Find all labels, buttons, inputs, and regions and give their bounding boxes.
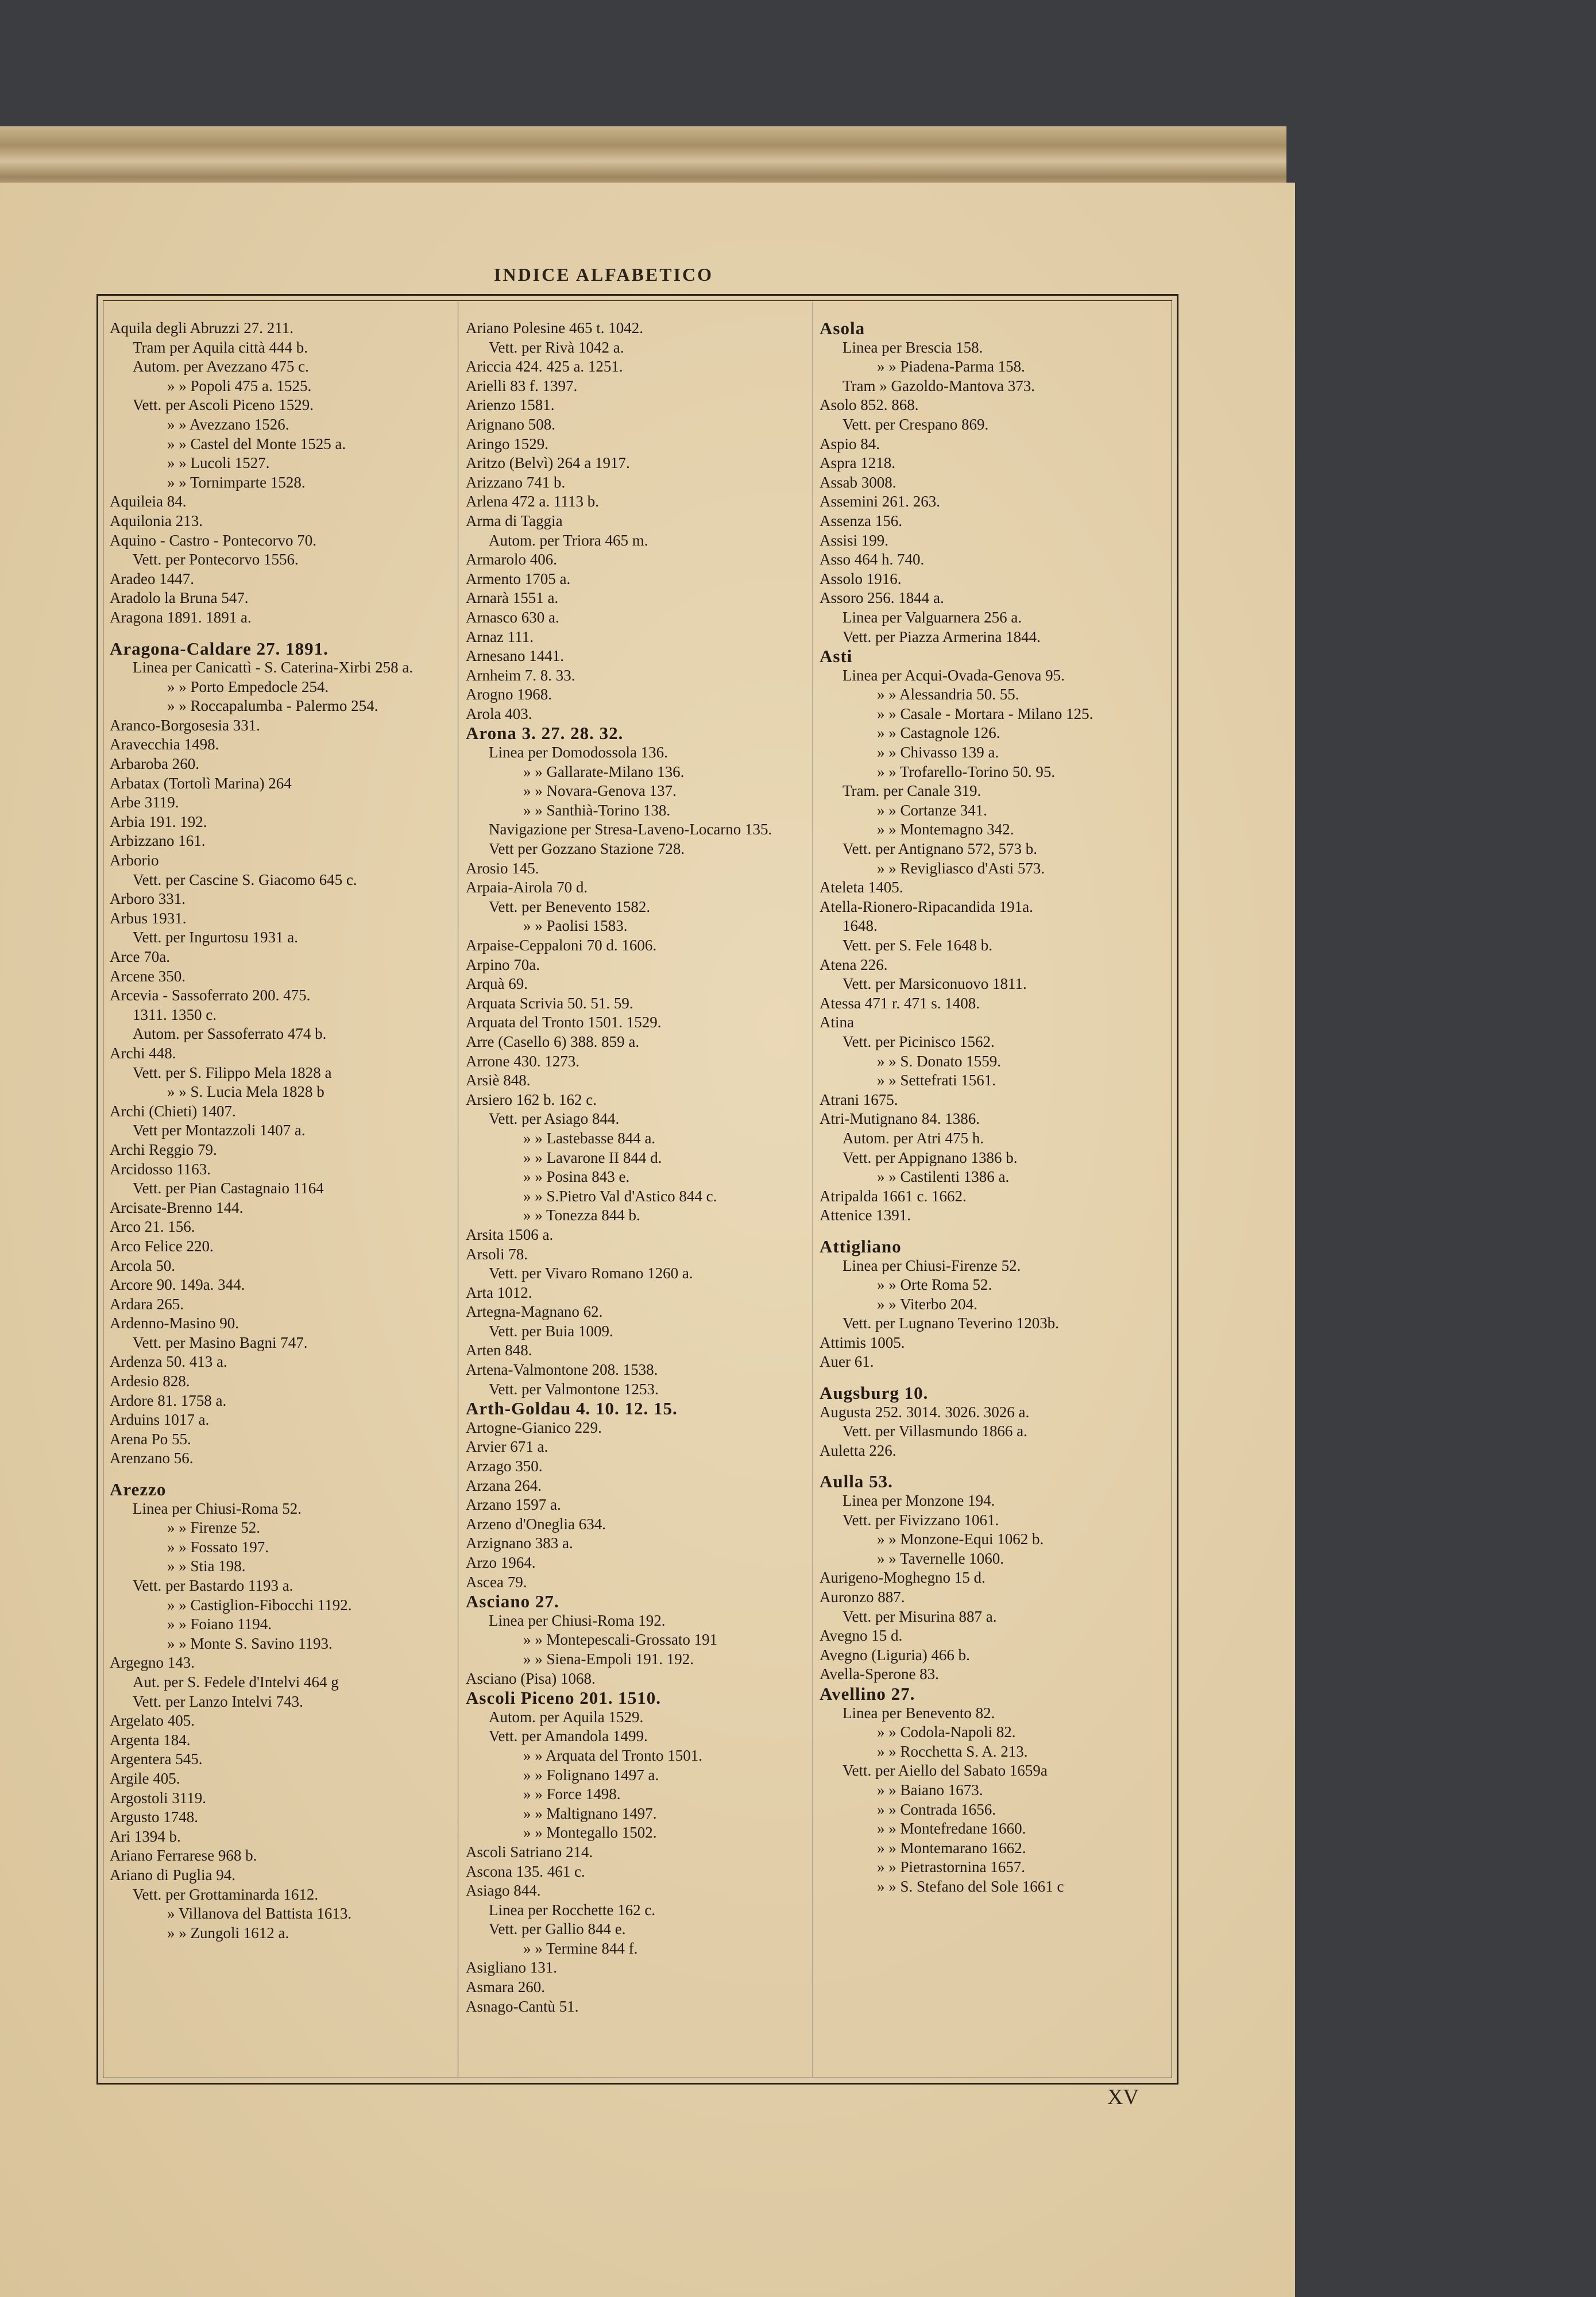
index-entry: Arlena 472 a. 1113 b. bbox=[466, 493, 599, 511]
index-entry: Aradeo 1447. bbox=[110, 570, 194, 587]
index-entry: Arduins 1017 a. bbox=[110, 1411, 210, 1429]
index-entry: Assemini 261. 263. bbox=[820, 493, 941, 511]
index-entry: Arcidosso 1163. bbox=[110, 1160, 211, 1178]
index-entry: Arsoli 78. bbox=[466, 1245, 528, 1263]
index-entry: » » Maltignano 1497. bbox=[523, 1804, 657, 1822]
book-edge bbox=[0, 126, 1286, 190]
index-entry: Arzago 350. bbox=[466, 1457, 543, 1475]
index-entry: Tram » Gazoldo-Mantova 373. bbox=[843, 377, 1035, 395]
index-entry: Attimis 1005. bbox=[820, 1333, 905, 1351]
index-entry: Arcola 50. bbox=[110, 1256, 175, 1274]
index-entry: Arboro 331. bbox=[110, 890, 186, 908]
index-entry: Vett. per Piazza Armerina 1844. bbox=[843, 628, 1041, 645]
index-entry: » » Force 1498. bbox=[523, 1785, 621, 1803]
index-entry: Navigazione per Stresa-Laveno-Locarno 135. bbox=[489, 821, 772, 838]
index-entry: Vett. per Fivizzano 1061. bbox=[843, 1511, 999, 1529]
index-entry: » » Monte S. Savino 1193. bbox=[167, 1634, 333, 1652]
index-entry: Artena-Valmontone 208. 1538. bbox=[466, 1361, 658, 1379]
index-entry: Assolo 1916. bbox=[820, 570, 902, 587]
index-entry: » » Montemagno 342. bbox=[877, 821, 1014, 838]
index-entry: Aquileia 84. bbox=[110, 493, 187, 511]
index-entry: Vett. per Misurina 887 a. bbox=[843, 1607, 997, 1625]
index-entry: Arosio 145. bbox=[466, 859, 539, 877]
index-entry: Arogno 1968. bbox=[466, 686, 552, 703]
index-entry: Vett. per Asiago 844. bbox=[489, 1110, 620, 1128]
index-entry: Asmara 260. bbox=[466, 1978, 545, 1996]
index-entry: » » S.Pietro Val d'Astico 844 c. bbox=[523, 1187, 717, 1205]
index-entry: Atrani 1675. bbox=[820, 1091, 898, 1108]
index-entry: Atri-Mutignano 84. 1386. bbox=[820, 1110, 980, 1128]
index-entry: Ascea 79. bbox=[466, 1573, 527, 1591]
index-entry: Arrone 430. 1273. bbox=[466, 1052, 579, 1070]
index-entry: Armarolo 406. bbox=[466, 551, 557, 569]
index-entry: Arzano 1597 a. bbox=[466, 1496, 561, 1514]
index-entry: Ascona 135. 461 c. bbox=[466, 1862, 585, 1880]
index-entry: Asola bbox=[820, 319, 865, 338]
index-entry: Vett. per S. Filippo Mela 1828 a bbox=[133, 1064, 332, 1081]
index-entry: Arre (Casello 6) 388. 859 a. bbox=[466, 1033, 640, 1050]
index-entry: » » Lucoli 1527. bbox=[167, 454, 270, 472]
page-number: XV bbox=[1107, 2085, 1139, 2109]
index-entry: » » Baiano 1673. bbox=[877, 1781, 983, 1799]
index-column-3 bbox=[820, 319, 1164, 2071]
index-entry: Augsburg 10. bbox=[820, 1383, 929, 1403]
index-entry: Archi 448. bbox=[110, 1044, 176, 1062]
index-entry: Arcore 90. 149a. 344. bbox=[110, 1276, 245, 1294]
index-entry: Ardara 265. bbox=[110, 1295, 184, 1313]
index-entry: Arbizzano 161. bbox=[110, 832, 206, 850]
index-entry: Vett. per Picinisco 1562. bbox=[843, 1033, 995, 1050]
index-entry: Arzeno d'Oneglia 634. bbox=[466, 1515, 606, 1533]
index-entry: Arcene 350. bbox=[110, 967, 186, 985]
index-entry: Asso 464 h. 740. bbox=[820, 551, 925, 569]
index-frame bbox=[96, 294, 1178, 2085]
index-entry: Arizzano 741 b. bbox=[466, 473, 566, 491]
index-entry: » » Viterbo 204. bbox=[877, 1295, 977, 1313]
index-entry: Vett. per Benevento 1582. bbox=[489, 898, 651, 915]
index-entry: » » Piadena-Parma 158. bbox=[877, 358, 1025, 376]
index-entry: Vett. per Crespano 869. bbox=[843, 415, 989, 433]
index-entry: Avellino 27. bbox=[820, 1683, 915, 1704]
index-entry: Arquà 69. bbox=[466, 975, 528, 993]
index-entry: Assisi 199. bbox=[820, 531, 889, 549]
index-entry: Arignano 508. bbox=[466, 415, 555, 433]
index-entry: » » Revigliasco d'Asti 573. bbox=[877, 859, 1045, 877]
index-entry: Vett. per Vivaro Romano 1260 a. bbox=[489, 1264, 693, 1282]
index-entry: Arienzo 1581. bbox=[466, 396, 555, 414]
index-entry: Ascoli Piceno 201. 1510. bbox=[466, 1688, 661, 1708]
index-entry: Ardenno-Masino 90. bbox=[110, 1314, 239, 1332]
index-entry: » » Monzone-Equi 1062 b. bbox=[877, 1530, 1044, 1548]
index-entry: » » Chivasso 139 a. bbox=[877, 744, 999, 761]
index-entry: » Villanova del Battista 1613. bbox=[167, 1905, 352, 1923]
index-entry: Avella-Sperone 83. bbox=[820, 1665, 939, 1683]
index-entry: Ari 1394 b. bbox=[110, 1827, 181, 1845]
index-entry: Asti bbox=[820, 646, 853, 667]
index-entry: Arezzo bbox=[110, 1479, 167, 1500]
index-entry: » » S. Donato 1559. bbox=[877, 1052, 1001, 1070]
index-entry: Artegna-Magnano 62. bbox=[466, 1303, 603, 1321]
index-entry: Vett. per Masino Bagni 747. bbox=[133, 1333, 308, 1351]
index-entry: » » Castilenti 1386 a. bbox=[877, 1168, 1010, 1186]
index-entry: Auletta 226. bbox=[820, 1441, 896, 1459]
index-entry: » » S. Lucia Mela 1828 b bbox=[167, 1083, 324, 1101]
index-entry: Autom. per Avezzano 475 c. bbox=[133, 358, 309, 376]
index-entry: Arpaise-Ceppaloni 70 d. 1606. bbox=[466, 937, 657, 954]
index-entry: Vett. per Amandola 1499. bbox=[489, 1727, 648, 1745]
index-entry: Augusta 252. 3014. 3026. 3026 a. bbox=[820, 1403, 1030, 1421]
index-entry: » » Castagnole 126. bbox=[877, 724, 1000, 742]
index-entry: Linea per Valguarnera 256 a. bbox=[843, 608, 1022, 626]
index-entry: Aragona 1891. 1891 a. bbox=[110, 608, 252, 626]
index-entry: Arquata Scrivia 50. 51. 59. bbox=[466, 994, 633, 1012]
index-entry: Vett. per Rivà 1042 a. bbox=[489, 338, 624, 356]
index-entry: » » Pietrastornina 1657. bbox=[877, 1858, 1025, 1876]
index-column-1 bbox=[110, 319, 449, 2071]
index-entry: Arona 3. 27. 28. 32. bbox=[466, 723, 624, 744]
index-entry: » » Tavernelle 1060. bbox=[877, 1549, 1004, 1567]
index-entry: Arzignano 383 a. bbox=[466, 1534, 573, 1552]
index-entry: Asciano (Pisa) 1068. bbox=[466, 1669, 596, 1687]
index-entry: » » Zungoli 1612 a. bbox=[167, 1924, 289, 1942]
index-entry: » » Siena-Empoli 191. 192. bbox=[523, 1650, 694, 1668]
index-entry: Ardenza 50. 413 a. bbox=[110, 1353, 227, 1371]
index-entry: Linea per Brescia 158. bbox=[843, 338, 983, 356]
index-entry: Arta 1012. bbox=[466, 1283, 532, 1301]
index-entry: Aravecchia 1498. bbox=[110, 736, 219, 753]
index-entry: » » Lavarone II 844 d. bbox=[523, 1148, 662, 1166]
index-entry: 1648. bbox=[843, 917, 878, 935]
index-entry: » » Novara-Genova 137. bbox=[523, 782, 677, 800]
index-entry: Arsiè 848. bbox=[466, 1072, 531, 1089]
index-entry: Vett per Montazzoli 1407 a. bbox=[133, 1122, 306, 1139]
index-entry: Vett. per Cascine S. Giacomo 645 c. bbox=[133, 871, 357, 888]
index-entry: Assenza 156. bbox=[820, 512, 902, 529]
index-entry: Vett. per Marsiconuovo 1811. bbox=[843, 975, 1027, 993]
page-header: INDICE ALFABETICO bbox=[494, 264, 714, 285]
index-entry: Vett. per Lanzo Intelvi 743. bbox=[133, 1692, 303, 1710]
index-entry: Arola 403. bbox=[466, 705, 532, 722]
index-entry: Archi Reggio 79. bbox=[110, 1140, 217, 1158]
index-entry: Vett. per Lugnano Teverino 1203b. bbox=[843, 1314, 1060, 1332]
index-entry: » » Trofarello-Torino 50. 95. bbox=[877, 763, 1056, 780]
index-entry: » » Lastebasse 844 a. bbox=[523, 1129, 656, 1147]
index-entry: Arbus 1931. bbox=[110, 909, 187, 927]
index-entry: Ardesio 828. bbox=[110, 1372, 190, 1390]
index-entry: Argile 405. bbox=[110, 1769, 180, 1787]
index-entry: Arpino 70a. bbox=[466, 956, 540, 973]
index-entry: Auer 61. bbox=[820, 1353, 874, 1371]
index-entry: Atella-Rionero-Ripacandida 191a. bbox=[820, 898, 1033, 915]
index-entry: Arquata del Tronto 1501. 1529. bbox=[466, 1014, 662, 1031]
index-entry: Arnaz 111. bbox=[466, 628, 534, 645]
index-entry: Aquila degli Abruzzi 27. 211. bbox=[110, 319, 293, 337]
index-entry: Vett. per Pian Castagnaio 1164 bbox=[133, 1180, 324, 1197]
index-entry: » » Tonezza 844 b. bbox=[523, 1206, 640, 1224]
index-entry: Asnago-Cantù 51. bbox=[466, 1997, 579, 2015]
index-entry: Arenzano 56. bbox=[110, 1449, 194, 1467]
index-entry: Tram. per Canale 319. bbox=[843, 782, 981, 800]
index-entry: Linea per Benevento 82. bbox=[843, 1704, 995, 1722]
index-entry: Autom. per Triora 465 m. bbox=[489, 531, 648, 549]
index-entry: Argusto 1748. bbox=[110, 1808, 199, 1826]
index-entry: Arnesano 1441. bbox=[466, 647, 564, 665]
index-entry: Ardore 81. 1758 a. bbox=[110, 1391, 227, 1409]
index-entry: Aringo 1529. bbox=[466, 435, 548, 453]
index-entry: Asolo 852. 868. bbox=[820, 396, 919, 414]
index-entry: » » Foiano 1194. bbox=[167, 1615, 272, 1633]
index-entry: » » Casale - Mortara - Milano 125. bbox=[877, 705, 1093, 722]
index-entry: Attenice 1391. bbox=[820, 1206, 911, 1224]
index-entry: » » Santhià-Torino 138. bbox=[523, 801, 671, 819]
index-entry: Linea per Chiusi-Roma 52. bbox=[133, 1499, 302, 1517]
index-entry: » » Cortanze 341. bbox=[877, 801, 987, 819]
index-entry: Linea per Rocchette 162 c. bbox=[489, 1901, 656, 1919]
index-entry: » » Termine 844 f. bbox=[523, 1939, 638, 1957]
index-entry: » » Posina 843 e. bbox=[523, 1168, 630, 1186]
index-entry: Argenta 184. bbox=[110, 1731, 191, 1749]
index-entry: 1311. 1350 c. bbox=[133, 1006, 217, 1023]
index-entry: Ariccia 424. 425 a. 1251. bbox=[466, 358, 623, 376]
index-entry: Argentera 545. bbox=[110, 1750, 203, 1768]
index-entry: Arielli 83 f. 1397. bbox=[466, 377, 578, 395]
index-entry: Vett. per Antignano 572, 573 b. bbox=[843, 840, 1037, 858]
index-entry: Vett. per Pontecorvo 1556. bbox=[133, 551, 299, 569]
index-entry: Aspio 84. bbox=[820, 435, 880, 453]
index-entry: » » Avezzano 1526. bbox=[167, 415, 289, 433]
index-entry: » » Alessandria 50. 55. bbox=[877, 686, 1019, 703]
index-entry: » » Tornimparte 1528. bbox=[167, 473, 306, 491]
index-entry: Ateleta 1405. bbox=[820, 879, 903, 896]
index-entry: Arco 21. 156. bbox=[110, 1218, 195, 1236]
index-entry: Aurigeno-Moghegno 15 d. bbox=[820, 1569, 986, 1587]
index-entry: Linea per Domodossola 136. bbox=[489, 744, 668, 761]
index-entry: Vett per Gozzano Stazione 728. bbox=[489, 840, 685, 858]
index-entry: Arzana 264. bbox=[466, 1476, 542, 1494]
index-column-2 bbox=[466, 319, 810, 2071]
index-entry: » » Folignano 1497 a. bbox=[523, 1766, 659, 1784]
index-entry: Artogne-Gianico 229. bbox=[466, 1418, 602, 1436]
index-entry: » » Stia 198. bbox=[167, 1557, 246, 1575]
index-entry: Auronzo 887. bbox=[820, 1588, 905, 1606]
index-entry: Arce 70a. bbox=[110, 948, 170, 965]
index-entry: » » Arquata del Tronto 1501. bbox=[523, 1746, 703, 1764]
index-entry: Vett. per Grottaminarda 1612. bbox=[133, 1885, 319, 1903]
index-entry: » » Montemarano 1662. bbox=[877, 1839, 1026, 1857]
index-entry: » » Paolisi 1583. bbox=[523, 917, 628, 935]
index-entry: Archi (Chieti) 1407. bbox=[110, 1102, 236, 1120]
index-entry: Ariano Polesine 465 t. 1042. bbox=[466, 319, 643, 337]
index-entry: Vett. per S. Fele 1648 b. bbox=[843, 937, 992, 954]
index-entry: » » Popoli 475 a. 1525. bbox=[167, 377, 312, 395]
index-entry: Arvier 671 a. bbox=[466, 1438, 548, 1456]
index-entry: Vett. per Buia 1009. bbox=[489, 1322, 613, 1340]
index-entry: Arbia 191. 192. bbox=[110, 813, 207, 830]
index-entry: Arbe 3119. bbox=[110, 794, 179, 811]
index-entry: » » Roccapalumba - Palermo 254. bbox=[167, 697, 378, 715]
index-entry: Linea per Chiusi-Roma 192. bbox=[489, 1611, 666, 1629]
index-entry: Avegno 15 d. bbox=[820, 1627, 903, 1645]
index-entry: » » Codola-Napoli 82. bbox=[877, 1723, 1016, 1741]
index-entry: Aranco-Borgosesia 331. bbox=[110, 716, 260, 734]
index-entry: » » Fossato 197. bbox=[167, 1538, 269, 1556]
index-entry: Vett. per Valmontone 1253. bbox=[489, 1380, 659, 1398]
index-entry: » » Gallarate-Milano 136. bbox=[523, 763, 685, 780]
index-entry: Vett. per Ingurtosu 1931 a. bbox=[133, 929, 298, 946]
index-entry: Atessa 471 r. 471 s. 1408. bbox=[820, 994, 980, 1012]
index-entry: Arsita 1506 a. bbox=[466, 1225, 554, 1243]
index-entry: Arcevia - Sassoferrato 200. 475. bbox=[110, 987, 311, 1004]
index-entry: Arma di Taggia bbox=[466, 512, 563, 529]
index-entry: » » Castiglion-Fibocchi 1192. bbox=[167, 1596, 352, 1614]
index-entry: Ascoli Satriano 214. bbox=[466, 1843, 593, 1861]
index-entry: Vett. per Bastardo 1193 a. bbox=[133, 1577, 293, 1594]
index-entry: Arten 848. bbox=[466, 1341, 532, 1359]
index-entry: » » Porto Empedocle 254. bbox=[167, 678, 329, 695]
index-entry: Autom. per Atri 475 h. bbox=[843, 1129, 984, 1147]
index-entry: Asigliano 131. bbox=[466, 1959, 557, 1977]
index-entry: » » Orte Roma 52. bbox=[877, 1276, 992, 1294]
index-entry: Aradolo la Bruna 547. bbox=[110, 589, 249, 607]
index-entry: Aulla 53. bbox=[820, 1471, 893, 1492]
index-entry: Aquino - Castro - Pontecorvo 70. bbox=[110, 531, 316, 549]
index-entry: Armento 1705 a. bbox=[466, 570, 571, 587]
index-entry: Autom. per Aquila 1529. bbox=[489, 1708, 644, 1726]
index-entry: Vett. per Ascoli Piceno 1529. bbox=[133, 396, 314, 414]
index-entry: Arbaroba 260. bbox=[110, 755, 199, 773]
index-entry: Linea per Canicattì - S. Caterina-Xirbi 258 a. bbox=[133, 659, 414, 676]
index-entry: » » Firenze 52. bbox=[167, 1519, 260, 1537]
index-entry: Atena 226. bbox=[820, 956, 888, 973]
index-entry: Arnarà 1551 a. bbox=[466, 589, 559, 607]
index-entry: Argelato 405. bbox=[110, 1712, 195, 1730]
index-entry: » » Montegallo 1502. bbox=[523, 1824, 657, 1842]
index-entry: Tram per Aquila città 444 b. bbox=[133, 338, 308, 356]
index-entry: Vett. per Gallio 844 e. bbox=[489, 1920, 626, 1938]
index-entry: Arcisate-Brenno 144. bbox=[110, 1198, 244, 1216]
index-entry: Aspra 1218. bbox=[820, 454, 895, 472]
index-entry: » » Rocchetta S. A. 213. bbox=[877, 1742, 1028, 1760]
index-entry: Argostoli 3119. bbox=[110, 1789, 207, 1807]
index-entry: Attigliano bbox=[820, 1236, 902, 1256]
index-entry: Aritzo (Belvì) 264 a 1917. bbox=[466, 454, 630, 472]
index-entry: Aragona-Caldare 27. 1891. bbox=[110, 638, 329, 659]
index-entry: Linea per Chiusi-Firenze 52. bbox=[843, 1256, 1021, 1274]
index-entry: Argegno 143. bbox=[110, 1654, 195, 1672]
index-entry: » » Castel del Monte 1525 a. bbox=[167, 435, 346, 453]
index-entry: Arco Felice 220. bbox=[110, 1237, 214, 1255]
index-entry: Arnheim 7. 8. 33. bbox=[466, 666, 575, 684]
index-entry: Atina bbox=[820, 1014, 854, 1031]
index-entry: Ariano di Puglia 94. bbox=[110, 1866, 235, 1884]
index-entry: Linea per Monzone 194. bbox=[843, 1492, 995, 1510]
index-entry: Arpaia-Airola 70 d. bbox=[466, 879, 588, 896]
index-entry: Arborio bbox=[110, 852, 159, 869]
index-entry: Arbatax (Tortolì Marina) 264 bbox=[110, 774, 292, 792]
index-entry: Asciano 27. bbox=[466, 1591, 559, 1612]
index-entry: Arzo 1964. bbox=[466, 1554, 536, 1571]
index-entry: » » Settefrati 1561. bbox=[877, 1072, 996, 1089]
index-entry: Arsiero 162 b. 162 c. bbox=[466, 1091, 597, 1108]
index-entry: Asiago 844. bbox=[466, 1882, 541, 1900]
index-entry: Autom. per Sassoferrato 474 b. bbox=[133, 1025, 327, 1043]
index-entry: » » Contrada 1656. bbox=[877, 1800, 996, 1818]
index-entry: » » Montefredane 1660. bbox=[877, 1820, 1026, 1838]
index-entry: Vett. per Appignano 1386 b. bbox=[843, 1148, 1018, 1166]
index-entry: Aquilonia 213. bbox=[110, 512, 203, 529]
index-entry: Linea per Acqui-Ovada-Genova 95. bbox=[843, 666, 1065, 684]
index-entry: Assab 3008. bbox=[820, 473, 896, 491]
index-entry: Vett. per Villasmundo 1866 a. bbox=[843, 1422, 1027, 1440]
index-entry: » » Montepescali-Grossato 191 bbox=[523, 1631, 718, 1649]
index-entry: » » S. Stefano del Sole 1661 c bbox=[877, 1877, 1064, 1895]
index-entry: Arth-Goldau 4. 10. 12. 15. bbox=[466, 1398, 678, 1419]
index-entry: Avegno (Liguria) 466 b. bbox=[820, 1646, 970, 1664]
index-entry: Assoro 256. 1844 a. bbox=[820, 589, 944, 607]
index-entry: Atripalda 1661 c. 1662. bbox=[820, 1187, 967, 1205]
index-entry: Vett. per Aiello del Sabato 1659a bbox=[843, 1762, 1048, 1780]
index-entry: Ariano Ferrarese 968 b. bbox=[110, 1847, 257, 1865]
index-entry: Arnasco 630 a. bbox=[466, 608, 559, 626]
index-entry: Arena Po 55. bbox=[110, 1430, 191, 1448]
index-entry: Aut. per S. Fedele d'Intelvi 464 g bbox=[133, 1673, 339, 1691]
